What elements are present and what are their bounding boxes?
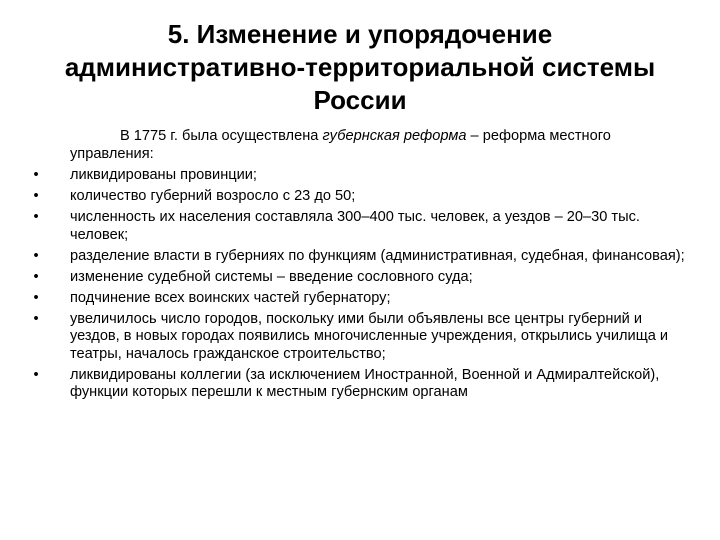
list-item-text: увеличилось число городов, поскольку ими были объявлены все центры губерний и уездов, в новых городах появились многочисленные учреждения, открылись училища и театры, началось гражданское строительство; xyxy=(70,310,669,362)
list-item xyxy=(30,269,690,287)
list-item xyxy=(30,311,690,364)
list-item-text: количество губерний возросло с 23 до 50; xyxy=(70,188,356,204)
list-item xyxy=(30,290,690,308)
slide-content xyxy=(30,128,690,405)
list-item xyxy=(30,167,690,185)
slide-title: 5. Изменение и упорядочение административно-территориальной системы России xyxy=(64,19,656,115)
list-item xyxy=(30,367,690,402)
bullet-marker: • xyxy=(33,209,39,225)
list-item-text: ликвидированы коллегии (за исключением Иностранной, Военной и Адмиралтейской), функции которых перешли к местным губернским органам xyxy=(70,366,660,400)
intro-emphasis: губернская реформа xyxy=(322,128,467,144)
list-item xyxy=(30,188,690,206)
bullet-marker: • xyxy=(33,289,39,306)
list-item-text: численность их населения составляла 300–400 тыс. человек, а уездов – 20–30 тыс. человек; xyxy=(70,209,640,243)
bullet-marker: • xyxy=(33,366,39,383)
intro-paragraph xyxy=(70,128,690,163)
list-item-text: разделение власти в губерниях по функциям (административная, судебная, финансовая); xyxy=(70,247,685,264)
list-item-text: изменение судебной системы – введение сословного суда; xyxy=(70,268,473,285)
bullet-list xyxy=(30,167,690,402)
bullet-marker: • xyxy=(33,268,39,285)
bullet-marker: • xyxy=(33,310,39,327)
intro-prefix: В 1775 г. была осуществлена xyxy=(120,128,323,144)
list-item-text: подчинение всех воинских частей губернатору; xyxy=(70,289,391,306)
list-item-text: ликвидированы провинции; xyxy=(70,167,257,183)
bullet-marker: • xyxy=(33,188,39,204)
intro-suffix: – реформа местного управления: xyxy=(70,128,611,162)
list-item xyxy=(30,209,690,244)
bullet-marker: • xyxy=(33,167,39,183)
list-item xyxy=(30,248,690,266)
bullet-marker: • xyxy=(33,247,39,264)
